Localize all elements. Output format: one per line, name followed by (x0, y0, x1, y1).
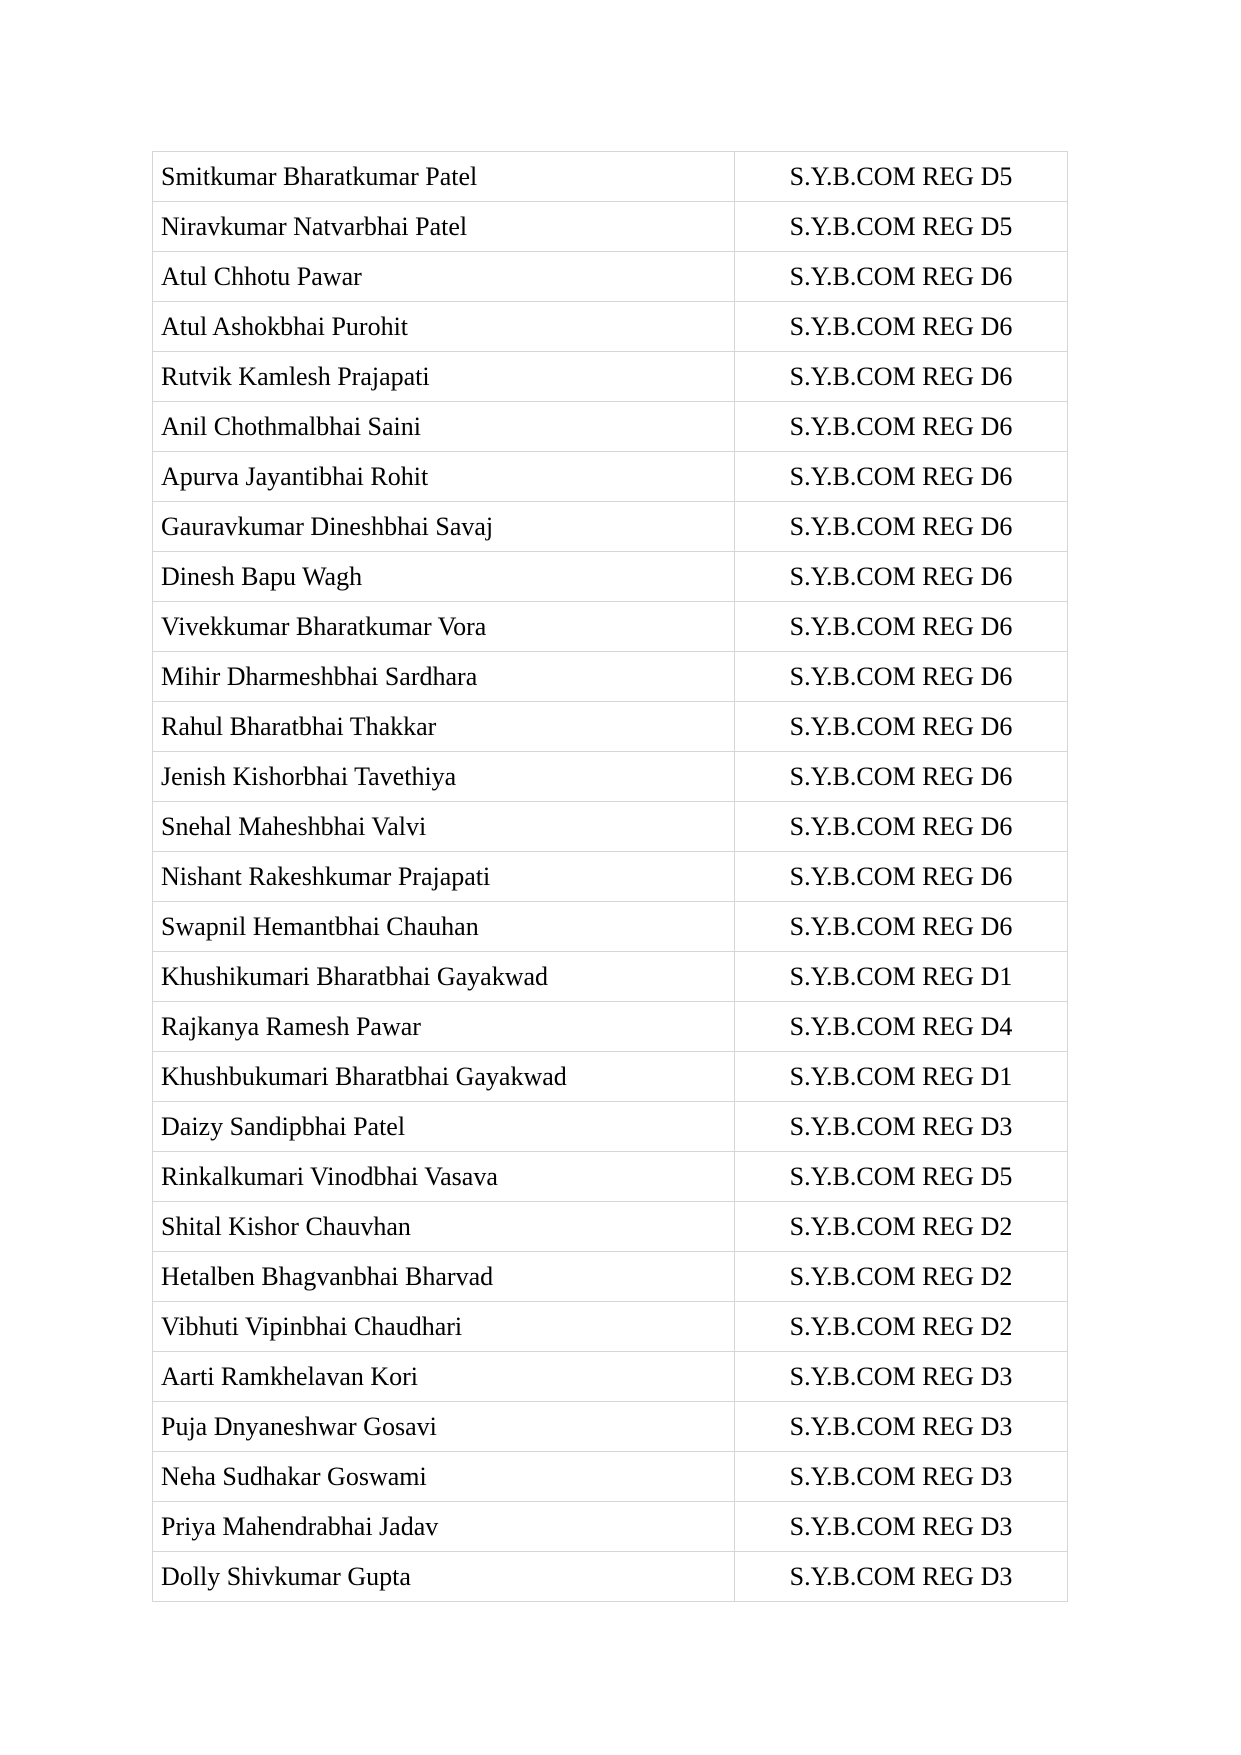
table-row (153, 1052, 1068, 1102)
student-name-cell: Atul Ashokbhai Purohit (153, 302, 735, 352)
class-division-cell: S.Y.B.COM REG D3 (735, 1502, 1068, 1552)
student-name-cell: Hetalben Bhagvanbhai Bharvad (153, 1252, 735, 1302)
student-name-cell: Shital Kishor Chauvhan (153, 1202, 735, 1252)
class-division-cell: S.Y.B.COM REG D1 (735, 1052, 1068, 1102)
class-division-cell: S.Y.B.COM REG D3 (735, 1102, 1068, 1152)
student-name-cell: Gauravkumar Dineshbhai Savaj (153, 502, 735, 552)
student-name-cell: Rinkalkumari Vinodbhai Vasava (153, 1152, 735, 1202)
roster-table-body (153, 152, 1068, 1602)
table-row (153, 1352, 1068, 1402)
class-division-cell: S.Y.B.COM REG D6 (735, 352, 1068, 402)
student-name-cell: Daizy Sandipbhai Patel (153, 1102, 735, 1152)
table-row (153, 652, 1068, 702)
table-row (153, 1402, 1068, 1452)
table-row (153, 1152, 1068, 1202)
class-division-cell: S.Y.B.COM REG D3 (735, 1402, 1068, 1452)
table-row (153, 1302, 1068, 1352)
class-division-cell: S.Y.B.COM REG D4 (735, 1002, 1068, 1052)
table-row (153, 1202, 1068, 1252)
table-row (153, 1552, 1068, 1602)
table-row (153, 752, 1068, 802)
student-name-cell: Rajkanya Ramesh Pawar (153, 1002, 735, 1052)
class-division-cell: S.Y.B.COM REG D6 (735, 402, 1068, 452)
class-division-cell: S.Y.B.COM REG D3 (735, 1552, 1068, 1602)
class-division-cell: S.Y.B.COM REG D6 (735, 302, 1068, 352)
student-name-cell: Niravkumar Natvarbhai Patel (153, 202, 735, 252)
table-row (153, 152, 1068, 202)
class-division-cell: S.Y.B.COM REG D6 (735, 552, 1068, 602)
student-name-cell: Apurva Jayantibhai Rohit (153, 452, 735, 502)
class-division-cell: S.Y.B.COM REG D2 (735, 1202, 1068, 1252)
student-name-cell: Swapnil Hemantbhai Chauhan (153, 902, 735, 952)
class-division-cell: S.Y.B.COM REG D1 (735, 952, 1068, 1002)
class-division-cell: S.Y.B.COM REG D6 (735, 252, 1068, 302)
student-name-cell: Khushbukumari Bharatbhai Gayakwad (153, 1052, 735, 1102)
student-name-cell: Puja Dnyaneshwar Gosavi (153, 1402, 735, 1452)
table-row (153, 1252, 1068, 1302)
class-division-cell: S.Y.B.COM REG D2 (735, 1252, 1068, 1302)
student-name-cell: Anil Chothmalbhai Saini (153, 402, 735, 452)
class-division-cell: S.Y.B.COM REG D2 (735, 1302, 1068, 1352)
table-row (153, 802, 1068, 852)
table-row (153, 952, 1068, 1002)
class-division-cell: S.Y.B.COM REG D6 (735, 902, 1068, 952)
student-name-cell: Dolly Shivkumar Gupta (153, 1552, 735, 1602)
table-row (153, 302, 1068, 352)
class-division-cell: S.Y.B.COM REG D6 (735, 602, 1068, 652)
class-division-cell: S.Y.B.COM REG D6 (735, 752, 1068, 802)
table-row (153, 202, 1068, 252)
class-division-cell: S.Y.B.COM REG D3 (735, 1452, 1068, 1502)
student-name-cell: Neha Sudhakar Goswami (153, 1452, 735, 1502)
class-division-cell: S.Y.B.COM REG D6 (735, 502, 1068, 552)
table-row (153, 252, 1068, 302)
student-name-cell: Rahul Bharatbhai Thakkar (153, 702, 735, 752)
student-name-cell: Nishant Rakeshkumar Prajapati (153, 852, 735, 902)
student-name-cell: Priya Mahendrabhai Jadav (153, 1502, 735, 1552)
class-division-cell: S.Y.B.COM REG D5 (735, 1152, 1068, 1202)
student-name-cell: Jenish Kishorbhai Tavethiya (153, 752, 735, 802)
table-row (153, 352, 1068, 402)
table-row (153, 702, 1068, 752)
student-roster-table (152, 151, 1068, 1602)
class-division-cell: S.Y.B.COM REG D3 (735, 1352, 1068, 1402)
class-division-cell: S.Y.B.COM REG D6 (735, 652, 1068, 702)
table-row (153, 602, 1068, 652)
table-row (153, 502, 1068, 552)
student-name-cell: Atul Chhotu Pawar (153, 252, 735, 302)
class-division-cell: S.Y.B.COM REG D6 (735, 802, 1068, 852)
class-division-cell: S.Y.B.COM REG D6 (735, 852, 1068, 902)
table-row (153, 452, 1068, 502)
table-row (153, 1002, 1068, 1052)
table-row (153, 1502, 1068, 1552)
class-division-cell: S.Y.B.COM REG D6 (735, 452, 1068, 502)
table-row (153, 402, 1068, 452)
table-row (153, 852, 1068, 902)
student-name-cell: Vibhuti Vipinbhai Chaudhari (153, 1302, 735, 1352)
table-row (153, 902, 1068, 952)
table-row (153, 1452, 1068, 1502)
student-name-cell: Snehal Maheshbhai Valvi (153, 802, 735, 852)
student-name-cell: Dinesh Bapu Wagh (153, 552, 735, 602)
class-division-cell: S.Y.B.COM REG D6 (735, 702, 1068, 752)
student-name-cell: Mihir Dharmeshbhai Sardhara (153, 652, 735, 702)
table-row (153, 552, 1068, 602)
class-division-cell: S.Y.B.COM REG D5 (735, 202, 1068, 252)
student-name-cell: Khushikumari Bharatbhai Gayakwad (153, 952, 735, 1002)
student-name-cell: Rutvik Kamlesh Prajapati (153, 352, 735, 402)
student-name-cell: Smitkumar Bharatkumar Patel (153, 152, 735, 202)
table-row (153, 1102, 1068, 1152)
student-name-cell: Aarti Ramkhelavan Kori (153, 1352, 735, 1402)
class-division-cell: S.Y.B.COM REG D5 (735, 152, 1068, 202)
student-name-cell: Vivekkumar Bharatkumar Vora (153, 602, 735, 652)
